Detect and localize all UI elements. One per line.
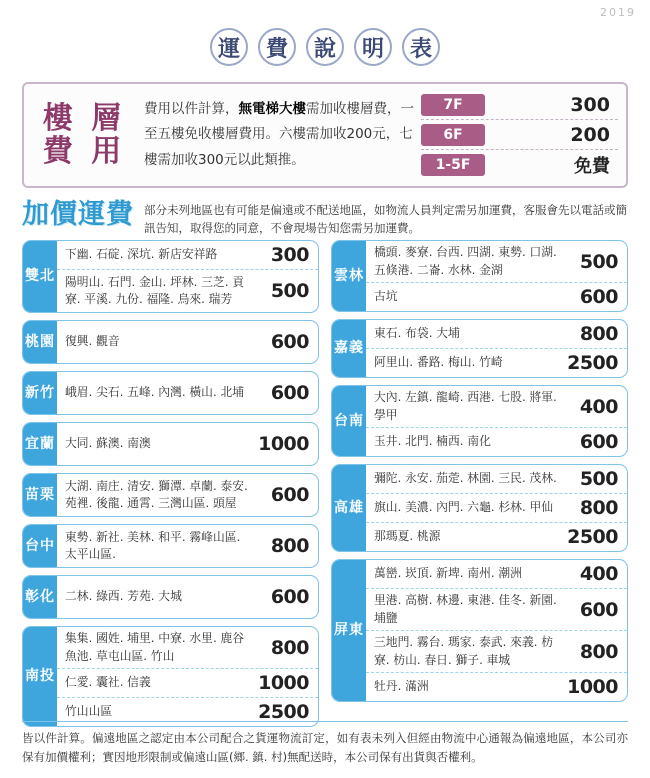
- region-price: 600: [579, 286, 618, 308]
- region-group-yilan: [22, 422, 319, 466]
- region-areas: 那瑪夏. 桃源: [374, 529, 441, 544]
- region-column-right: [331, 240, 628, 709]
- region-lines: [366, 241, 627, 311]
- floor-fee-row: [421, 150, 618, 180]
- region-label: [23, 372, 57, 414]
- region-label: [23, 423, 57, 465]
- title-char-1: 運: [210, 28, 248, 66]
- region-label-text: 南投: [25, 668, 55, 685]
- region-group-yunlin: [331, 240, 628, 312]
- region-line: [366, 428, 627, 456]
- region-price: 600: [270, 331, 309, 353]
- region-areas: 二林. 綠西. 芳苑. 大城: [65, 589, 182, 604]
- region-lines: [57, 474, 318, 516]
- region-group-nantou: [22, 626, 319, 727]
- floor-fee-section: [22, 82, 628, 188]
- title-char-5: 表: [402, 28, 440, 66]
- region-group-taichung: [22, 524, 319, 568]
- region-line: [366, 320, 627, 349]
- region-group-tainan: [331, 385, 628, 457]
- region-areas: 大內. 左鎮. 龍崎. 西港. 七股. 將軍. 學甲: [374, 390, 557, 422]
- region-lines: [366, 560, 627, 701]
- floor-fee-table: [421, 84, 626, 186]
- region-line: [57, 372, 318, 414]
- region-areas: 三地門. 霧台. 瑪家. 泰武. 來義. 枋寮. 枋山. 春日. 獅子. 車城: [374, 635, 554, 667]
- region-label-text: 台南: [334, 412, 364, 429]
- region-line: [57, 525, 318, 567]
- region-label-text: 苗栗: [25, 486, 55, 503]
- region-price: 500: [579, 250, 618, 273]
- region-price: 400: [579, 395, 618, 418]
- extra-fee-description: 部分未列地區也有可能是偏遠或不配送地區，如物流人員判定需另加運費，客服會先以電話或簡訊告知，取得您的同意，不會現場告知您需另加運費。: [144, 203, 627, 235]
- region-areas: 陽明山. 石門. 金山. 坪林. 三芝. 貢寮. 平溪. 九份. 福隆. 烏來. 瑞芳: [65, 274, 245, 306]
- region-areas: 彌陀. 永安. 茄萣. 林園. 三民. 茂林.: [374, 471, 557, 486]
- region-label: [332, 320, 366, 377]
- floor-fee-desc-emphasis: 無電梯大樓: [238, 100, 306, 117]
- region-price: 400: [579, 563, 618, 585]
- floor-fee-heading: [24, 84, 144, 186]
- region-label: [332, 241, 366, 311]
- region-label: [23, 321, 57, 363]
- region-label-text: 新竹: [25, 384, 55, 401]
- region-line: [366, 349, 627, 377]
- region-areas: 大湖. 南庄. 清安. 獅潭. 卓蘭. 泰安. 苑裡. 後龍. 通霄. 三灣山區. 頭屋: [65, 478, 248, 510]
- region-line: [57, 241, 318, 270]
- region-label: [23, 474, 57, 516]
- region-label-text: 台中: [25, 537, 55, 554]
- region-label: [23, 576, 57, 618]
- region-lines: [366, 386, 627, 456]
- region-line: [57, 423, 318, 465]
- floor-price: 200: [570, 123, 610, 146]
- region-price: 800: [579, 323, 618, 345]
- floor-fee-heading-line2: 費 用: [42, 134, 126, 169]
- region-areas: 集集. 國姓. 埔里. 中寮. 水里. 鹿谷 魚池. 草屯山區. 竹山: [65, 631, 245, 663]
- title-char-2: 費: [258, 28, 296, 66]
- region-price: 600: [579, 431, 618, 453]
- region-line: [366, 560, 627, 589]
- region-price: 1000: [258, 672, 309, 694]
- region-line: [366, 386, 627, 428]
- floor-fee-description: [144, 84, 421, 186]
- region-areas: 萬巒. 崁頂. 新埤. 南州. 潮洲: [374, 566, 522, 581]
- region-areas: 里港. 高樹. 林邊. 東港. 佳冬. 新園. 埔鹽: [374, 593, 557, 625]
- region-price: 1000: [567, 676, 618, 698]
- region-areas: 玉井. 北門. 楠西. 南化: [374, 434, 491, 449]
- floor-tag: 7F: [421, 94, 485, 116]
- region-areas: 橋頭. 麥寮. 台西. 四湖. 東勢. 口湖. 五倏港. 二崙. 水林. 金湖: [374, 245, 557, 277]
- region-lines: [57, 321, 318, 363]
- floor-tag: 6F: [421, 124, 485, 146]
- year-label: 2019: [600, 6, 636, 19]
- region-label-text: 宜蘭: [25, 435, 55, 452]
- region-price: 500: [579, 468, 618, 490]
- region-line: [57, 627, 318, 669]
- region-group-chiayi: [331, 319, 628, 378]
- region-group-changhua: [22, 575, 319, 619]
- region-lines: [57, 525, 318, 567]
- region-label-text: 彰化: [25, 588, 55, 605]
- region-price: 300: [270, 244, 309, 266]
- region-price: 1000: [258, 433, 309, 455]
- extra-fee-title: 加價運費: [22, 199, 134, 230]
- region-lines: [57, 576, 318, 618]
- region-price: 600: [270, 382, 309, 404]
- floor-fee-desc-a: 費用以件計算，: [144, 100, 239, 117]
- region-label: [23, 241, 57, 312]
- region-line: [57, 576, 318, 618]
- region-label-text: 雙北: [25, 268, 55, 285]
- extra-fee-header: [22, 200, 628, 236]
- region-line: [57, 669, 318, 698]
- region-price: 2500: [567, 352, 618, 374]
- region-label-text: 嘉義: [334, 340, 364, 357]
- region-price: 800: [270, 535, 309, 557]
- region-lines: [366, 465, 627, 551]
- title-char-3: 說: [306, 28, 344, 66]
- region-price: 600: [579, 598, 618, 621]
- region-label: [332, 386, 366, 456]
- region-lines: [57, 423, 318, 465]
- region-areas: 東勢. 新社. 美林. 和平. 霧峰山區. 太平山區.: [65, 529, 241, 561]
- region-line: [57, 270, 318, 312]
- region-group-hsinchu: [22, 371, 319, 415]
- region-line: [366, 241, 627, 283]
- region-line: [57, 474, 318, 516]
- floor-price: 免費: [574, 156, 610, 178]
- region-label: [332, 560, 366, 701]
- region-label-text: 高雄: [334, 499, 364, 516]
- floor-fee-row: [421, 90, 618, 120]
- region-line: [366, 589, 627, 631]
- floor-fee-heading-line1: 樓 層: [42, 101, 126, 136]
- floor-tag: 1-5F: [421, 154, 485, 176]
- region-areas: 峨眉. 尖石. 五峰. 內灣. 橫山. 北埔: [65, 385, 245, 400]
- floor-fee-row: [421, 120, 618, 150]
- region-areas: 牡丹. 滿洲: [374, 679, 429, 694]
- region-areas: 東石. 布袋. 大埔: [374, 326, 460, 341]
- region-label-text: 桃園: [25, 333, 55, 350]
- region-price: 2500: [567, 526, 618, 548]
- footer-note: 皆以件計算。偏遠地區之認定由本公司配合之貨運物流訂定，如有表未列入但經由物流中心通報為偏遠地區，本公司亦保有加價權利；實因地形限制或偏遠山區(鄉. 鎮. 村)無配送時，本公司保有出貨與否權利。: [22, 721, 628, 768]
- region-column-left: [22, 240, 319, 734]
- region-areas: 竹山山區: [65, 704, 113, 719]
- floor-fee-desc-c: 需加收樓層費，一至五樓免收樓層費用。六樓需加收200元，七樓需加收300元以此類推。: [144, 100, 414, 168]
- region-areas: 阿里山. 番路. 梅山. 竹崎: [374, 355, 503, 370]
- region-label-text: 屏東: [334, 622, 364, 639]
- region-group-miaoli: [22, 473, 319, 517]
- title-char-4: 明: [354, 28, 392, 66]
- region-line: [366, 523, 627, 551]
- page-title: [0, 28, 650, 66]
- region-areas: 復興. 觀音: [65, 334, 120, 349]
- region-price: 800: [579, 497, 618, 519]
- region-line: [366, 631, 627, 673]
- region-label: [23, 627, 57, 726]
- region-group-taoyuan: [22, 320, 319, 364]
- region-lines: [366, 320, 627, 377]
- region-label: [332, 465, 366, 551]
- region-line: [57, 321, 318, 363]
- region-lines: [57, 372, 318, 414]
- region-lines: [57, 627, 318, 726]
- region-label: [23, 525, 57, 567]
- region-areas: 仁愛. 囊社. 信義: [65, 675, 151, 690]
- region-areas: 大同. 蘇澳. 南澳: [65, 436, 151, 451]
- region-group-pingtung: [331, 559, 628, 702]
- region-line: [366, 494, 627, 523]
- region-group-shuangbei: [22, 240, 319, 313]
- region-price: 800: [270, 636, 309, 659]
- region-price: 500: [270, 280, 309, 302]
- floor-price: 300: [570, 93, 610, 116]
- region-price: 600: [270, 484, 309, 506]
- region-lines: [57, 241, 318, 312]
- region-price: 2500: [258, 701, 309, 723]
- region-line: [366, 465, 627, 494]
- region-group-kaohsiung: [331, 464, 628, 552]
- region-line: [366, 283, 627, 311]
- region-areas: 下幽. 石碇. 深坑. 新店安祥路: [65, 247, 218, 262]
- region-label-text: 雲林: [334, 267, 364, 284]
- region-areas: 古坑: [374, 289, 398, 304]
- region-areas: 旗山. 美濃. 內門. 六龜. 杉林. 甲仙: [374, 500, 554, 515]
- region-price: 800: [579, 640, 618, 663]
- region-line: [366, 673, 627, 701]
- region-price: 600: [270, 586, 309, 608]
